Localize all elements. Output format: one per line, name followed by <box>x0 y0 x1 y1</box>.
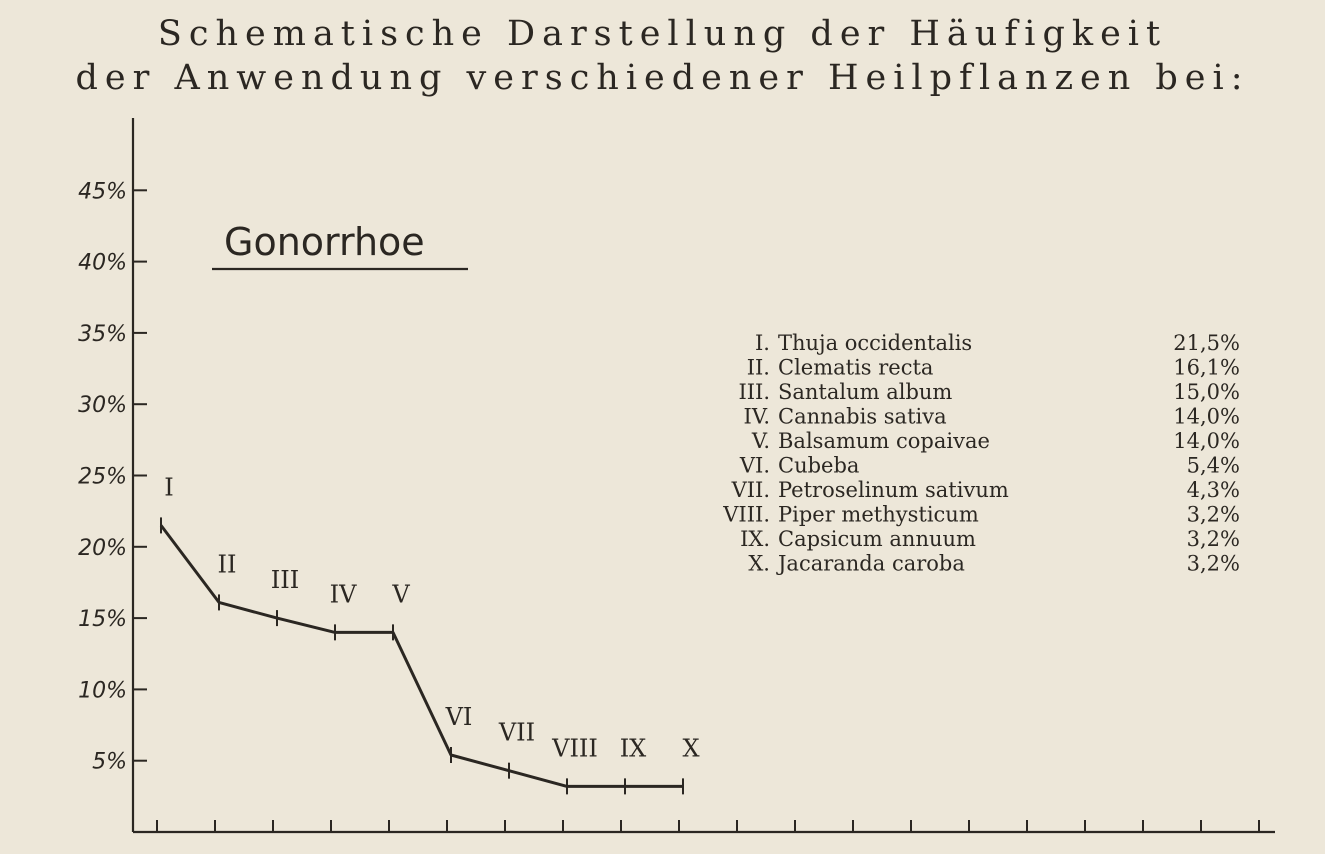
legend <box>722 331 1240 576</box>
legend-numeral: IV. <box>743 404 770 429</box>
y-tick-label: 25% <box>78 464 127 490</box>
legend-numeral: VIII. <box>723 502 770 527</box>
legend-value: 4,3% <box>1186 478 1240 502</box>
legend-value: 3,2% <box>1186 527 1240 551</box>
legend-name: Clematis recta <box>778 355 934 380</box>
legend-numeral: III. <box>738 380 770 404</box>
point-numerals <box>164 473 699 762</box>
y-tick-label: 35% <box>78 321 127 347</box>
point-label: VIII <box>552 734 598 763</box>
legend-name: Balsamum copaivae <box>778 429 990 453</box>
point-label: V <box>392 580 410 609</box>
y-tick-label: 10% <box>78 678 127 704</box>
y-tick-label: 5% <box>92 749 127 775</box>
point-label: VI <box>445 702 473 731</box>
legend-value: 16,1% <box>1173 355 1240 380</box>
legend-name: Cannabis sativa <box>778 404 947 429</box>
legend-name: Jacaranda caroba <box>778 551 965 576</box>
legend-value: 3,2% <box>1186 502 1240 527</box>
point-label: VII <box>498 718 536 747</box>
x-axis-ticks <box>157 820 1259 832</box>
point-label: I <box>164 473 174 502</box>
point-label: X <box>682 734 700 763</box>
legend-name: Santalum album <box>778 380 953 404</box>
y-tick-label: 40% <box>78 250 127 276</box>
disease-label <box>212 220 468 269</box>
legend-value: 21,5% <box>1173 331 1240 355</box>
point-label: IX <box>619 734 647 763</box>
y-tick-label: 15% <box>78 607 127 633</box>
legend-value: 3,2% <box>1186 551 1240 576</box>
legend-numeral: VI. <box>739 453 770 478</box>
legend-numeral: II. <box>746 355 770 380</box>
y-tick-label: 30% <box>78 393 127 419</box>
point-label: IV <box>329 580 357 609</box>
legend-value: 14,0% <box>1173 404 1240 429</box>
point-label: III <box>270 566 300 595</box>
series-path <box>161 525 683 786</box>
y-axis-ticks <box>78 179 147 774</box>
chart-title-line-1: Schematische Darstellung der Häufigkeit <box>157 14 1168 54</box>
legend-name: Cubeba <box>778 453 860 478</box>
legend-name: Thuja occidentalis <box>778 331 973 355</box>
legend-numeral: VII. <box>731 478 770 502</box>
legend-value: 5,4% <box>1186 453 1240 478</box>
legend-name: Piper methysticum <box>778 502 979 527</box>
legend-numeral: X. <box>748 551 770 576</box>
chart-title-line-2: der Anwendung verschiedener Heilpflanzen bei: <box>75 58 1250 98</box>
y-tick-label: 20% <box>78 535 127 561</box>
legend-numeral: I. <box>755 331 770 355</box>
legend-value: 14,0% <box>1173 429 1240 453</box>
series-line <box>161 517 683 794</box>
point-label: II <box>217 550 237 579</box>
legend-name: Petroselinum sativum <box>778 478 1009 502</box>
y-tick-label: 45% <box>78 179 127 205</box>
legend-name: Capsicum annuum <box>778 527 976 551</box>
legend-numeral: V. <box>751 429 770 453</box>
disease-title: Gonorrhoe <box>224 220 425 264</box>
legend-numeral: IX. <box>740 527 770 551</box>
legend-value: 15,0% <box>1173 380 1240 404</box>
